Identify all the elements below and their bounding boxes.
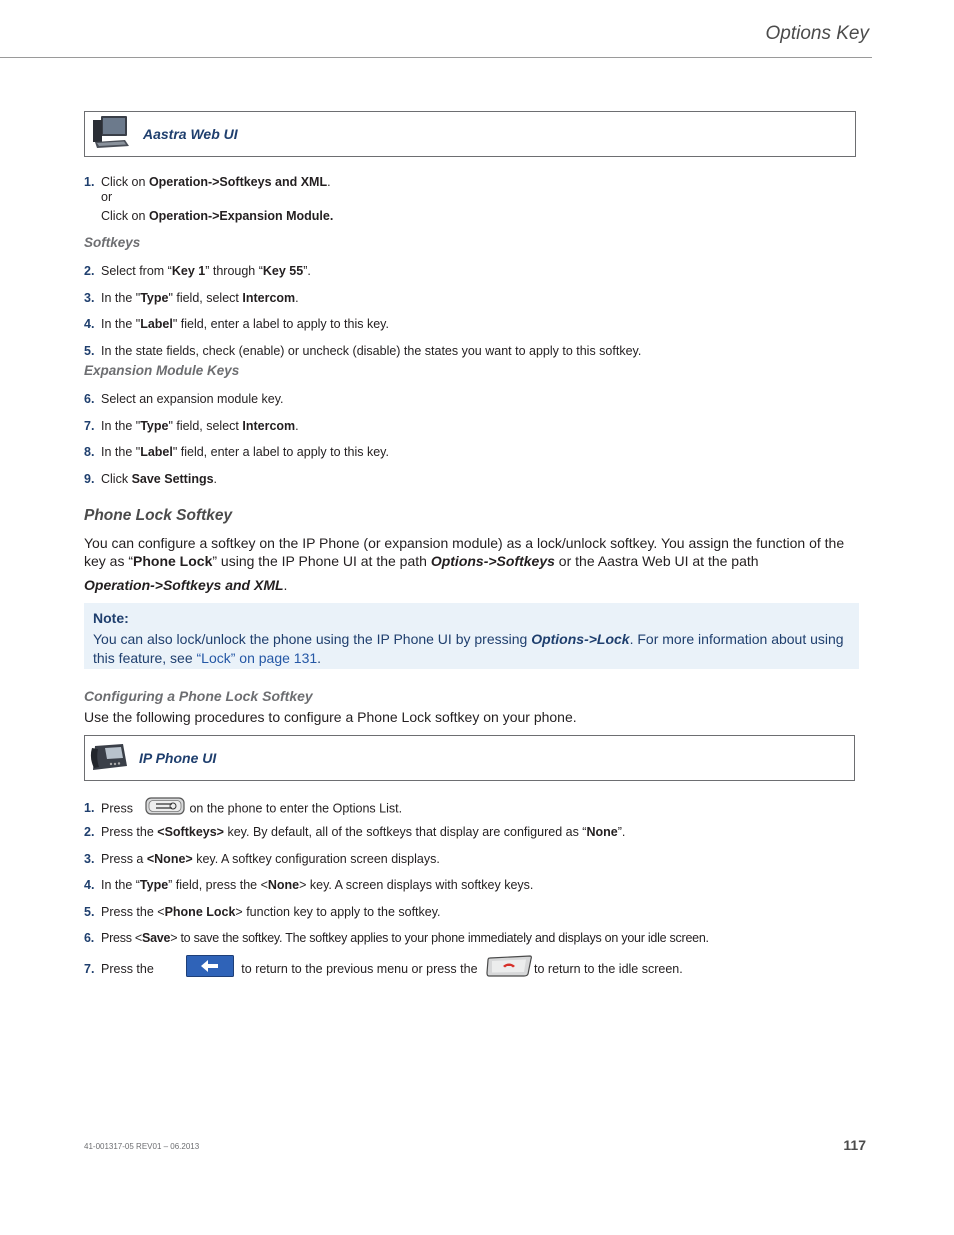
phone-icon [89,740,129,777]
list-item: 7. Press the to return to the previous menu or press the to return to the idle screen. [84,955,683,984]
list-item: 2. Press the <Softkeys> key. By default, all of the softkeys that display are configured as “None”. [84,825,626,839]
web-ui-steps [84,175,874,485]
phone-lock-paragraph: You can configure a softkey on the IP Phone (or expansion module) as a lock/unlock softkey. You assign the function of the key as “Phone Lock” using the IP Phone UI at the path Options->Softkeys or the Aastra Web UI at the path [84,535,845,569]
expansion-subheading: Expansion Module Keys [84,363,240,378]
header-rule [0,57,872,58]
computer-icon [91,114,131,155]
config-subheading: Configuring a Phone Lock Softkey [84,688,313,704]
doc-code: 41-001317-05 REV01 – 06.2013 [84,1142,200,1151]
web-ui-banner [84,111,856,157]
note-title: Note: [93,610,129,626]
list-item: 4. In the “Type” field, press the <None> key. A screen displays with softkey keys. [84,878,534,892]
list-item: 5. In the state fields, check (enable) or uncheck (disable) the states you want to apply to this softkey. [84,344,642,358]
page-header-title: Options Key [765,23,869,44]
list-item: 5. Press the <Phone Lock> function key to apply to the softkey. [84,905,441,919]
or-text: or [101,190,113,204]
list-item: 9. Click Save Settings. [84,472,218,486]
list-item: 6. Press <Save> to save the softkey. The softkey applies to your phone immediately and displays on your idle screen. [84,931,709,945]
back-arrow-key-icon [186,955,234,984]
list-item: 8. In the "Label" field, enter a label to apply to this key. [84,445,389,459]
phone-lock-heading: Phone Lock Softkey [84,507,233,524]
banner-label: Aastra Web UI [143,126,238,142]
goodbye-key-icon [486,955,532,984]
list-item: 7. In the "Type" field, select Intercom. [84,419,299,433]
list-item: 3. In the "Type" field, select Intercom. [84,291,299,305]
list-item: 4. In the "Label" field, enter a label to apply to this key. [84,317,389,331]
banner-label: IP Phone UI [139,750,217,766]
options-key-icon [145,797,185,821]
config-intro: Use the following procedures to configure a Phone Lock softkey on your phone. [84,709,577,725]
lock-link[interactable]: “Lock” on [196,650,255,666]
note-box: Note: You can also lock/unlock the phone using the IP Phone UI by pressing Options->Lock. For more information about using this feature, see “Lock” on page 131. [84,603,859,669]
list-item: 2. Select from “Key 1” through “Key 55”. [84,264,311,278]
softkeys-subheading: Softkeys [84,235,141,250]
list-item: 3. Press a <None> key. A softkey configuration screen displays. [84,852,440,866]
list-item: 1. Press on the phone to enter the Options List. [84,797,402,821]
phone-lock-path: Operation->Softkeys and XML. [84,577,288,593]
page-link[interactable]: page 131 [258,650,318,666]
list-item: Click on Operation->Expansion Module. [101,209,334,223]
list-item: 6. Select an expansion module key. [84,392,284,406]
ip-ui-steps [84,797,874,982]
ip-ui-banner [84,735,855,781]
page-number: 117 [843,1137,866,1153]
list-item: 1. Click on Operation->Softkeys and XML. [84,175,331,189]
